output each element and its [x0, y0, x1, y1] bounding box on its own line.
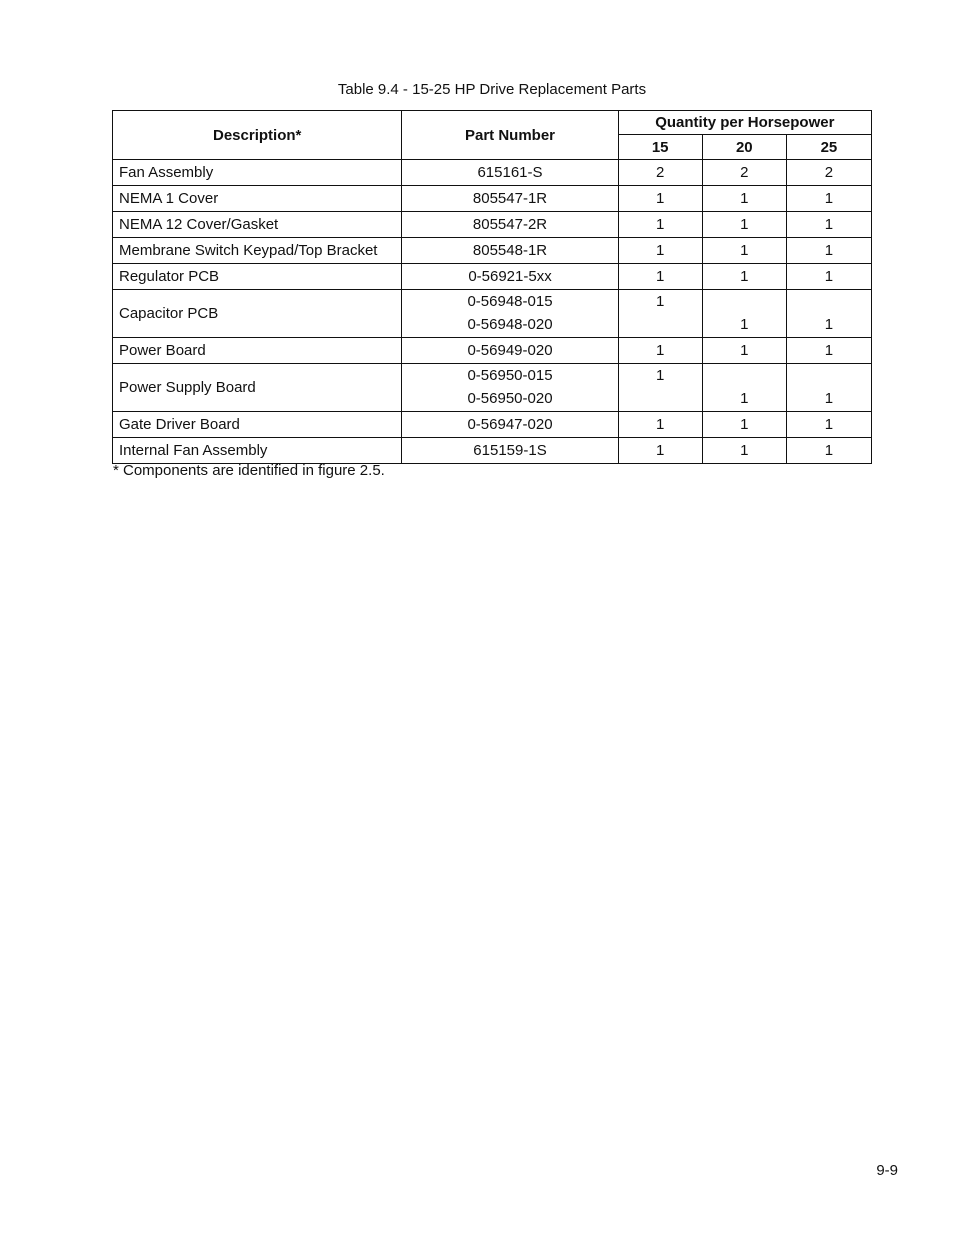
row-qty-20: [702, 364, 786, 412]
row-qty-25: 1: [786, 412, 871, 438]
row-part-number: 615159-1S: [402, 438, 618, 464]
table-row: [113, 438, 872, 464]
table-row: [113, 264, 872, 290]
row-part-number: 805547-2R: [402, 212, 618, 238]
row-qty-value: 1: [740, 390, 749, 407]
row-description: Internal Fan Assembly: [113, 438, 402, 464]
row-qty-value: [793, 366, 865, 389]
table-row: [113, 238, 872, 264]
table-footnote: * Components are identified in figure 2.5.: [113, 462, 385, 479]
row-qty-15: 1: [618, 264, 702, 290]
row-description: Fan Assembly: [113, 160, 402, 186]
row-part-number: 805547-1R: [402, 186, 618, 212]
header-hp-20: 20: [702, 135, 786, 160]
row-qty-15: [618, 364, 702, 412]
row-qty-15: 1: [618, 212, 702, 238]
row-qty-15: [618, 290, 702, 338]
header-description: Description*: [113, 111, 402, 160]
row-part-number: 0-56949-020: [402, 338, 618, 364]
header-part-number: Part Number: [402, 111, 618, 160]
row-qty-value: 1: [740, 316, 749, 333]
row-description: Membrane Switch Keypad/Top Bracket: [113, 238, 402, 264]
header-hp-15: 15: [618, 135, 702, 160]
row-qty-25: 1: [786, 212, 871, 238]
row-qty-20: 1: [702, 264, 786, 290]
row-part-number: 0-56947-020: [402, 412, 618, 438]
row-qty-15: 1: [618, 412, 702, 438]
row-qty-value: 1: [824, 316, 834, 333]
row-part-numbers: [402, 364, 618, 412]
row-qty-value: [793, 292, 865, 315]
row-qty-20: 1: [702, 438, 786, 464]
row-description: Capacitor PCB: [113, 290, 402, 338]
row-qty-20: 1: [702, 412, 786, 438]
row-qty-value: [625, 389, 696, 409]
row-qty-25: [786, 290, 871, 338]
row-qty-15: 1: [618, 186, 702, 212]
row-description: NEMA 1 Cover: [113, 186, 402, 212]
row-qty-25: 1: [786, 338, 871, 364]
row-description: NEMA 12 Cover/Gasket: [113, 212, 402, 238]
row-qty-20: [702, 290, 786, 338]
header-quantity-per-horsepower: Quantity per Horsepower: [618, 111, 871, 135]
row-qty-20: 1: [702, 186, 786, 212]
table-row: [113, 364, 872, 412]
row-qty-15: 2: [618, 160, 702, 186]
row-part-number: 805548-1R: [402, 238, 618, 264]
row-qty-15: 1: [618, 438, 702, 464]
row-qty-value: 1: [824, 390, 834, 407]
row-qty-25: 1: [786, 264, 871, 290]
row-qty-value: [709, 366, 780, 389]
row-description: Power Supply Board: [113, 364, 402, 412]
row-qty-25: 1: [786, 186, 871, 212]
row-description: Power Board: [113, 338, 402, 364]
header-hp-25: 25: [786, 135, 871, 160]
row-qty-25: 2: [786, 160, 871, 186]
page-number: 9-9: [876, 1162, 898, 1179]
row-qty-25: 1: [786, 238, 871, 264]
table-caption: Table 9.4 - 15-25 HP Drive Replacement Parts: [337, 81, 647, 98]
table-row: [113, 338, 872, 364]
row-qty-15: 1: [618, 238, 702, 264]
row-part-number: 0-56948-015: [467, 293, 553, 310]
row-qty-15: 1: [618, 338, 702, 364]
row-qty-20: 1: [702, 212, 786, 238]
row-qty-value: 1: [656, 367, 665, 384]
table-row: [113, 412, 872, 438]
row-qty-25: [786, 364, 871, 412]
table-row: [113, 160, 872, 186]
row-qty-20: 1: [702, 238, 786, 264]
row-part-number: 0-56921-5xx: [402, 264, 618, 290]
row-qty-20: 2: [702, 160, 786, 186]
row-part-number: 0-56950-020: [467, 390, 553, 407]
table-row: [113, 290, 872, 338]
row-qty-value: [709, 292, 780, 315]
row-description: Regulator PCB: [113, 264, 402, 290]
table-body: [113, 160, 872, 464]
row-qty-value: [625, 315, 696, 335]
row-description: Gate Driver Board: [113, 412, 402, 438]
row-part-number: 615161-S: [402, 160, 618, 186]
row-qty-value: 1: [656, 293, 665, 310]
table-row: [113, 212, 872, 238]
row-part-number: 0-56950-015: [467, 367, 553, 384]
row-qty-25: 1: [786, 438, 871, 464]
row-qty-20: 1: [702, 338, 786, 364]
row-part-numbers: [402, 290, 618, 338]
table-row: [113, 186, 872, 212]
replacement-parts-table: [112, 110, 872, 464]
row-part-number: 0-56948-020: [467, 316, 553, 333]
